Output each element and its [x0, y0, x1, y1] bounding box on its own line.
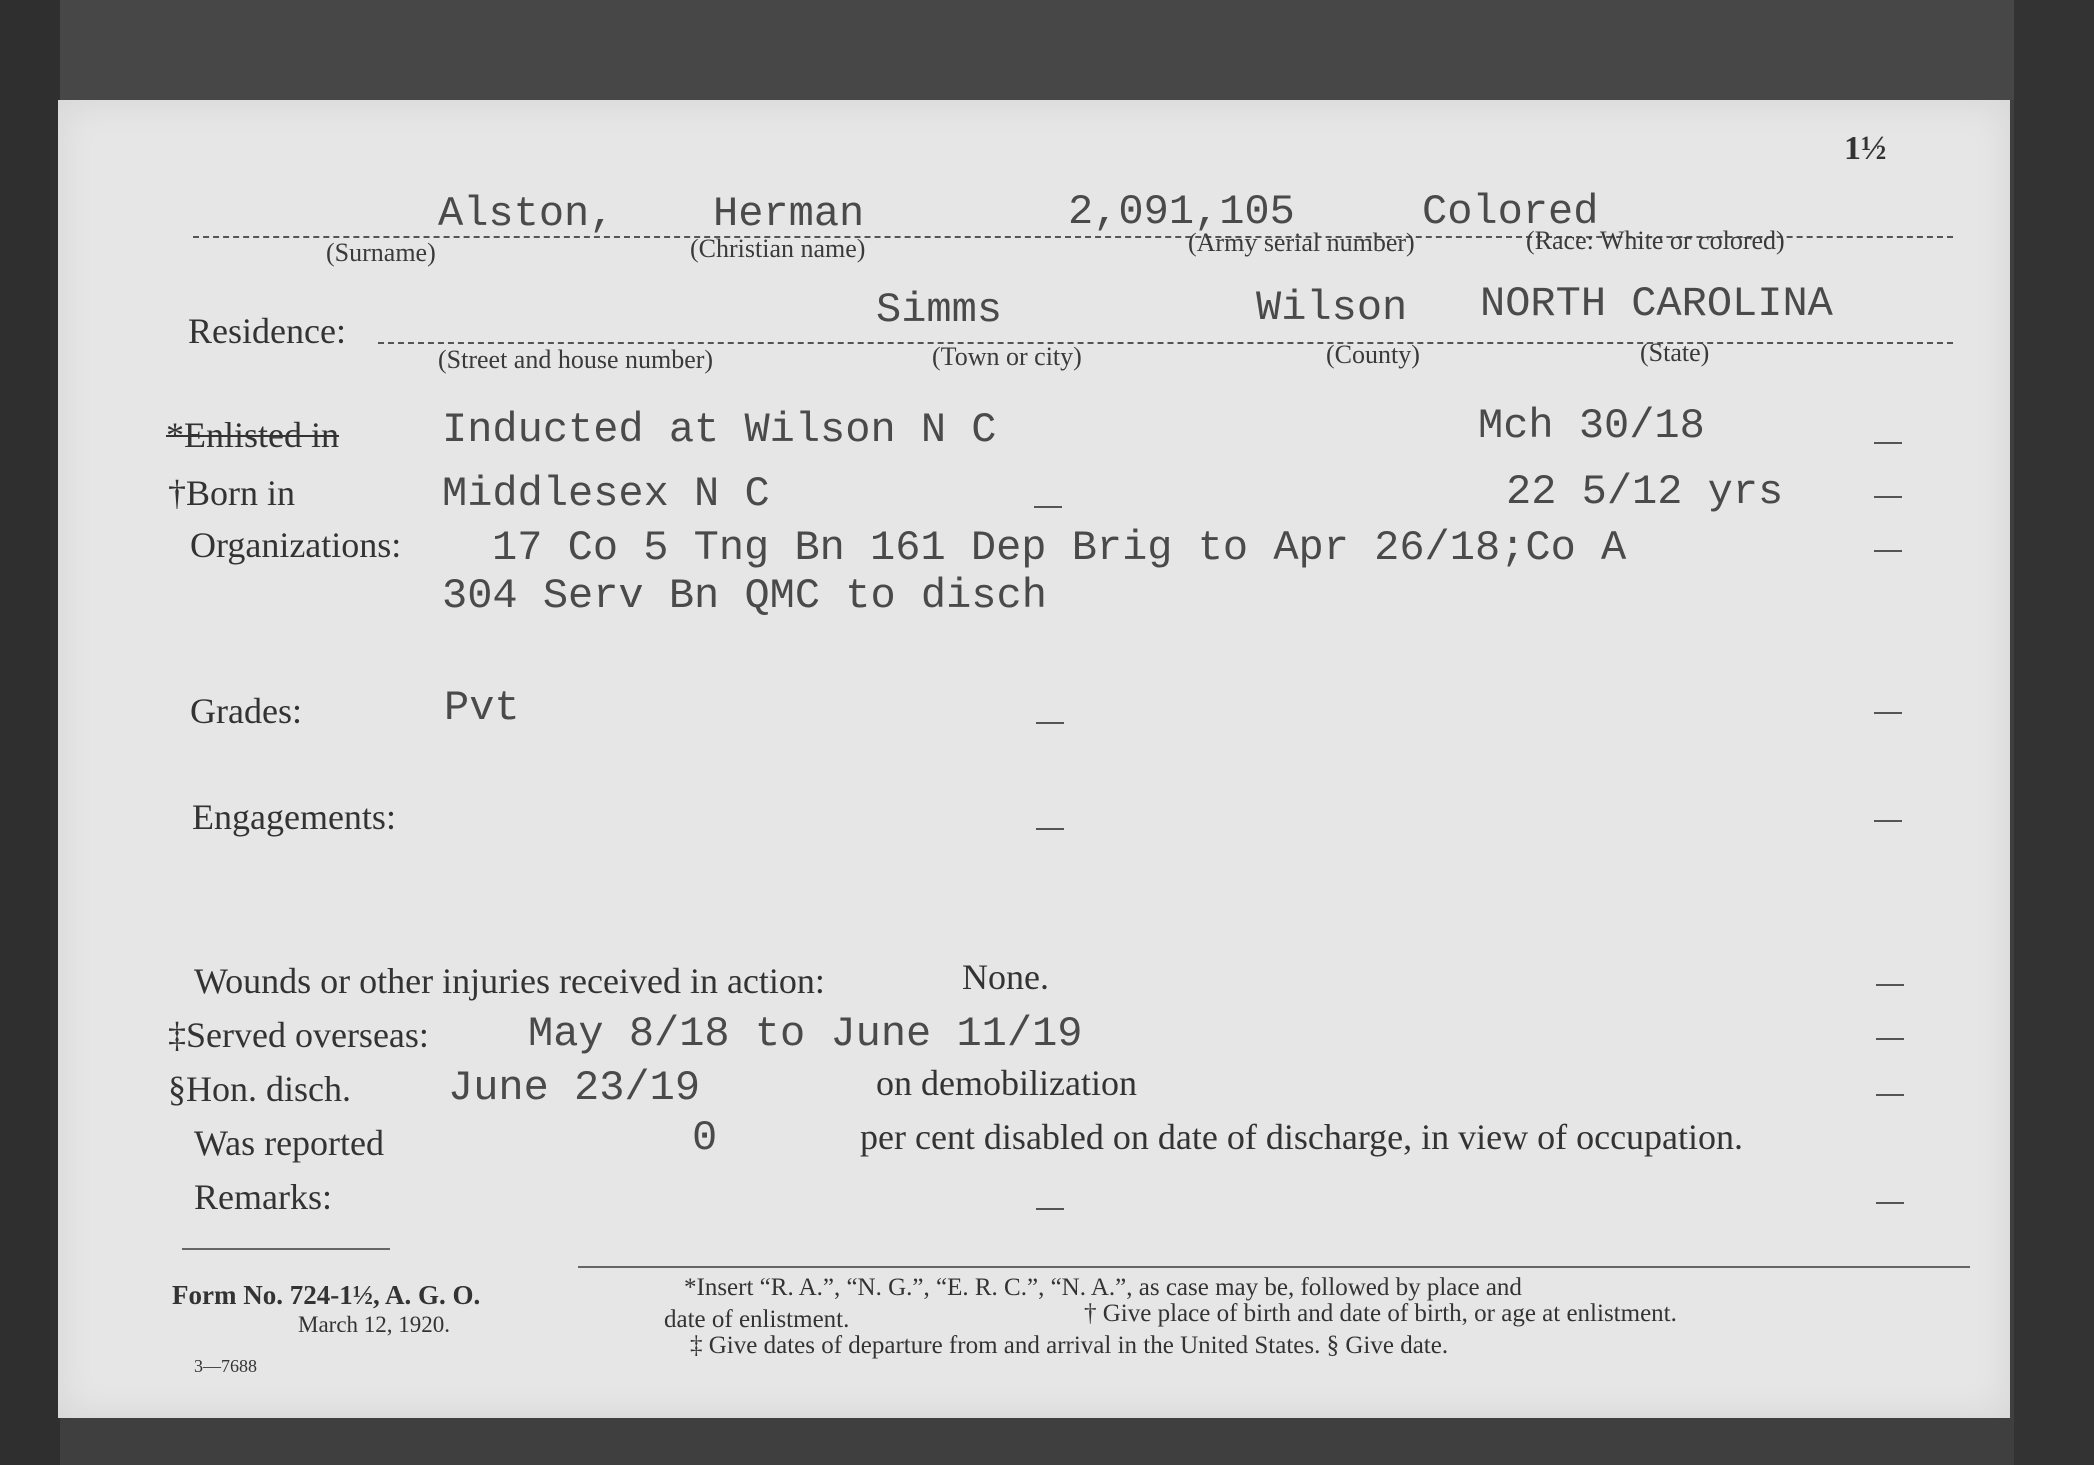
service-record-card — [58, 100, 2010, 1418]
form-date: March 12, 1920. — [298, 1312, 451, 1337]
engagements-dash-mid — [1036, 828, 1064, 830]
footnote-birth: † Give place of birth and date of birth, or age at enlistment. — [1084, 1300, 1677, 1327]
remarks-label: Remarks: — [194, 1177, 332, 1217]
remarks-dash-right — [1876, 1202, 1904, 1204]
born-label: †Born in — [168, 473, 296, 513]
christian-name-value: Herman — [713, 190, 865, 238]
organizations-line1: 17 Co 5 Tng Bn 161 Dep Brig to Apr 26/18;Co A — [492, 524, 1627, 572]
born-dash-mid — [1034, 506, 1062, 508]
scan-backdrop-left — [0, 0, 60, 1465]
wounds-dash — [1876, 984, 1904, 986]
footnote-overseas: ‡ Give dates of departure from and arrival in the United States. § Give date. — [690, 1332, 1449, 1359]
residence-town-value: Simms — [876, 286, 1003, 334]
card-number: 1½ — [1844, 130, 1887, 167]
discharge-reason: on demobilization — [876, 1063, 1137, 1103]
reported-text: per cent disabled on date of discharge, in view of occupation. — [860, 1117, 1744, 1157]
enlisted-date-value: Mch 30/18 — [1478, 402, 1705, 450]
organizations-label: Organizations: — [190, 525, 402, 565]
footnote-insert: *Insert “R. A.”, “N. G.”, “E. R. C.”, “N. A.”, as case may be, followed by place and — [684, 1274, 1522, 1301]
engagements-dash-right — [1874, 820, 1902, 822]
enlisted-dash — [1874, 442, 1902, 444]
scan-backdrop-right — [2014, 0, 2094, 1465]
born-age-value: 22 5/12 yrs — [1506, 468, 1784, 516]
print-code: 3—7688 — [194, 1356, 257, 1376]
street-caption: (Street and house number) — [438, 345, 714, 374]
christian-name-caption: (Christian name) — [690, 234, 866, 263]
surname-value: Alston, — [438, 190, 615, 238]
footer-rule-left — [182, 1248, 390, 1250]
wounds-value: None. — [962, 957, 1049, 997]
residence-county-value: Wilson — [1256, 284, 1408, 332]
enlisted-label: *Enlisted in — [166, 415, 339, 455]
residence-label: Residence: — [188, 311, 346, 351]
engagements-label: Engagements: — [192, 797, 396, 837]
overseas-value: May 8/18 to June 11/19 — [528, 1010, 1083, 1058]
serial-number-value: 2,091,105 — [1068, 188, 1295, 236]
born-value: Middlesex N C — [442, 470, 770, 518]
discharge-dash — [1876, 1094, 1904, 1096]
reported-label: Was reported — [194, 1123, 385, 1163]
reported-value: 0 — [692, 1114, 718, 1162]
form-number: Form No. 724-1½, A. G. O. — [172, 1280, 481, 1310]
town-caption: (Town or city) — [932, 342, 1082, 371]
county-caption: (County) — [1326, 340, 1420, 369]
residence-dotted-line — [378, 342, 1953, 344]
born-dash-right — [1874, 496, 1902, 498]
surname-caption: (Surname) — [326, 238, 436, 267]
discharge-label: §Hon. disch. — [168, 1069, 351, 1109]
state-caption: (State) — [1640, 338, 1710, 367]
residence-state-value: NORTH CAROLINA — [1480, 280, 1833, 328]
overseas-label: ‡Served overseas: — [168, 1015, 429, 1055]
enlisted-value: Inducted at Wilson N C — [442, 406, 997, 454]
discharge-date-value: June 23/19 — [448, 1064, 701, 1112]
grades-dash-right — [1874, 712, 1902, 714]
organizations-line2: 304 Serv Bn QMC to disch — [442, 572, 1047, 620]
serial-number-caption: (Army serial number) — [1188, 228, 1415, 257]
grades-label: Grades: — [190, 691, 302, 731]
overseas-dash — [1876, 1038, 1904, 1040]
footnote-date-of-enlistment: date of enlistment. — [664, 1306, 850, 1333]
race-value: Colored — [1422, 188, 1599, 236]
wounds-label: Wounds or other injuries received in action: — [194, 961, 825, 1001]
grades-value: Pvt — [444, 684, 520, 732]
remarks-dash-mid — [1036, 1208, 1064, 1210]
grades-dash-mid — [1036, 722, 1064, 724]
organizations-dash — [1874, 550, 1902, 552]
footer-rule-right — [578, 1266, 1970, 1268]
scan-backdrop-top — [0, 0, 2094, 100]
race-caption: (Race: White or colored) — [1526, 226, 1785, 255]
